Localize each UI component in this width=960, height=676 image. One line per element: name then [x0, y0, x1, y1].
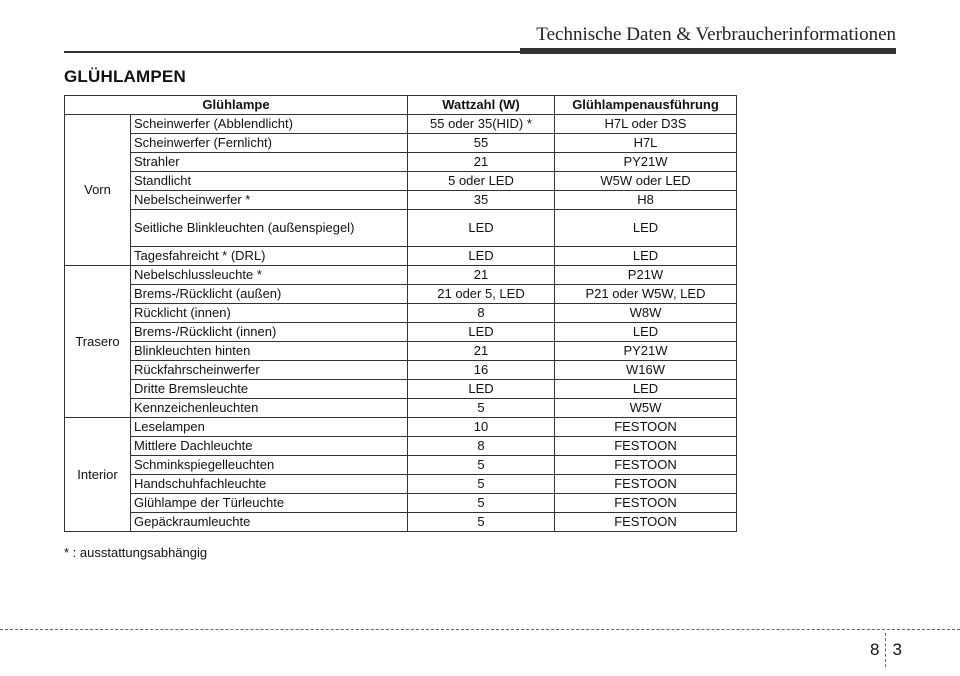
bulb-wattage: LED: [408, 247, 555, 266]
bulb-wattage: 55: [408, 134, 555, 153]
group-label-interior: Interior: [65, 418, 131, 532]
bulb-name: Mittlere Dachleuchte: [131, 437, 408, 456]
bulb-type: W16W: [555, 361, 737, 380]
bulb-name: Tagesfahreicht * (DRL): [131, 247, 408, 266]
table-row: [65, 134, 737, 153]
table-row: [65, 153, 737, 172]
bulb-wattage: 5 oder LED: [408, 172, 555, 191]
bulb-type: P21W: [555, 266, 737, 285]
bulb-type: FESTOON: [555, 418, 737, 437]
bulb-name: Strahler: [131, 153, 408, 172]
bulb-name: Scheinwerfer (Fernlicht): [131, 134, 408, 153]
bulb-type: P21 oder W5W, LED: [555, 285, 737, 304]
bulb-type: LED: [555, 247, 737, 266]
bulb-name: Scheinwerfer (Abblendlicht): [131, 115, 408, 134]
section-title: GLÜHLAMPEN: [64, 67, 186, 86]
bulb-name: Dritte Bremsleuchte: [131, 380, 408, 399]
bulb-wattage: 10: [408, 418, 555, 437]
column-header-bulb-type: Glühlampenausführung: [555, 96, 737, 115]
bulb-type: LED: [555, 210, 737, 247]
bulb-type: PY21W: [555, 342, 737, 361]
bulb-name: Seitliche Blinkleuchten (außenspiegel): [131, 210, 408, 247]
bulb-name: Standlicht: [131, 172, 408, 191]
bulb-wattage: 55 oder 35(HID) *: [408, 115, 555, 134]
bulb-type: FESTOON: [555, 475, 737, 494]
table-header-row: [65, 96, 737, 115]
bulb-type: H8: [555, 191, 737, 210]
bulb-name: Nebelscheinwerfer *: [131, 191, 408, 210]
table-row: [65, 247, 737, 266]
bulb-type: W5W oder LED: [555, 172, 737, 191]
page-index: 3: [892, 640, 902, 659]
table-row: [65, 210, 737, 247]
header-rule-thick: [520, 48, 896, 54]
bulb-wattage: 35: [408, 191, 555, 210]
bulb-type: H7L: [555, 134, 737, 153]
bulb-type: H7L oder D3S: [555, 115, 737, 134]
table-row: [65, 361, 737, 380]
table-row: [65, 191, 737, 210]
bulb-wattage: 21 oder 5, LED: [408, 285, 555, 304]
bulb-wattage: 21: [408, 342, 555, 361]
footnote: * : ausstattungsabhängig: [64, 545, 208, 560]
table-row: [65, 285, 737, 304]
table-row: [65, 437, 737, 456]
bulb-wattage: 8: [408, 304, 555, 323]
bulb-name: Kennzeichenleuchten: [131, 399, 408, 418]
table-row: [65, 380, 737, 399]
bulb-spec-table: [64, 95, 737, 532]
bulb-type: FESTOON: [555, 456, 737, 475]
running-header-title: Technische Daten & Verbraucherinformationen: [536, 24, 896, 45]
bulb-type: LED: [555, 323, 737, 342]
bulb-name: Handschuhfachleuchte: [131, 475, 408, 494]
bulb-type: W5W: [555, 399, 737, 418]
table-row: [65, 494, 737, 513]
bulb-name: Rückfahrscheinwerfer: [131, 361, 408, 380]
bulb-type: FESTOON: [555, 494, 737, 513]
bulb-wattage: 5: [408, 513, 555, 532]
bulb-wattage: 8: [408, 437, 555, 456]
column-header-bulb: Glühlampe: [65, 96, 408, 115]
bulb-wattage: LED: [408, 323, 555, 342]
bulb-wattage: 5: [408, 456, 555, 475]
bulb-name: Leselampen: [131, 418, 408, 437]
table-row: [65, 513, 737, 532]
bulb-name: Glühlampe der Türleuchte: [131, 494, 408, 513]
bulb-name: Blinkleuchten hinten: [131, 342, 408, 361]
bulb-wattage: 21: [408, 153, 555, 172]
bulb-name: Gepäckraumleuchte: [131, 513, 408, 532]
bulb-wattage: LED: [408, 210, 555, 247]
table-row: [65, 456, 737, 475]
bulb-wattage: LED: [408, 380, 555, 399]
table-row: [65, 342, 737, 361]
bulb-name: Schminkspiegelleuchten: [131, 456, 408, 475]
table-row: [65, 475, 737, 494]
table-row: [65, 115, 737, 134]
bulb-type: FESTOON: [555, 437, 737, 456]
bulb-name: Brems-/Rücklicht (innen): [131, 323, 408, 342]
bulb-wattage: 5: [408, 494, 555, 513]
bulb-type: PY21W: [555, 153, 737, 172]
bulb-wattage: 21: [408, 266, 555, 285]
bulb-wattage: 16: [408, 361, 555, 380]
table-row: [65, 323, 737, 342]
group-label-front: Vorn: [65, 115, 131, 266]
table-row: [65, 172, 737, 191]
bulb-name: Brems-/Rücklicht (außen): [131, 285, 408, 304]
bulb-wattage: 5: [408, 399, 555, 418]
table-row: [65, 304, 737, 323]
bulb-wattage: 5: [408, 475, 555, 494]
bulb-type: FESTOON: [555, 513, 737, 532]
table-row: [65, 399, 737, 418]
header-rule-thin: [64, 51, 520, 53]
bulb-type: W8W: [555, 304, 737, 323]
bulb-name: Rücklicht (innen): [131, 304, 408, 323]
bottom-dashed-rule: [0, 629, 960, 630]
bulb-type: LED: [555, 380, 737, 399]
bulb-name: Nebelschlussleuchte *: [131, 266, 408, 285]
group-label-rear: Trasero: [65, 266, 131, 418]
chapter-number: 8: [870, 640, 880, 659]
page-number: [870, 637, 902, 663]
column-header-wattage: Wattzahl (W): [408, 96, 555, 115]
table-row: [65, 266, 737, 285]
table-row: [65, 418, 737, 437]
